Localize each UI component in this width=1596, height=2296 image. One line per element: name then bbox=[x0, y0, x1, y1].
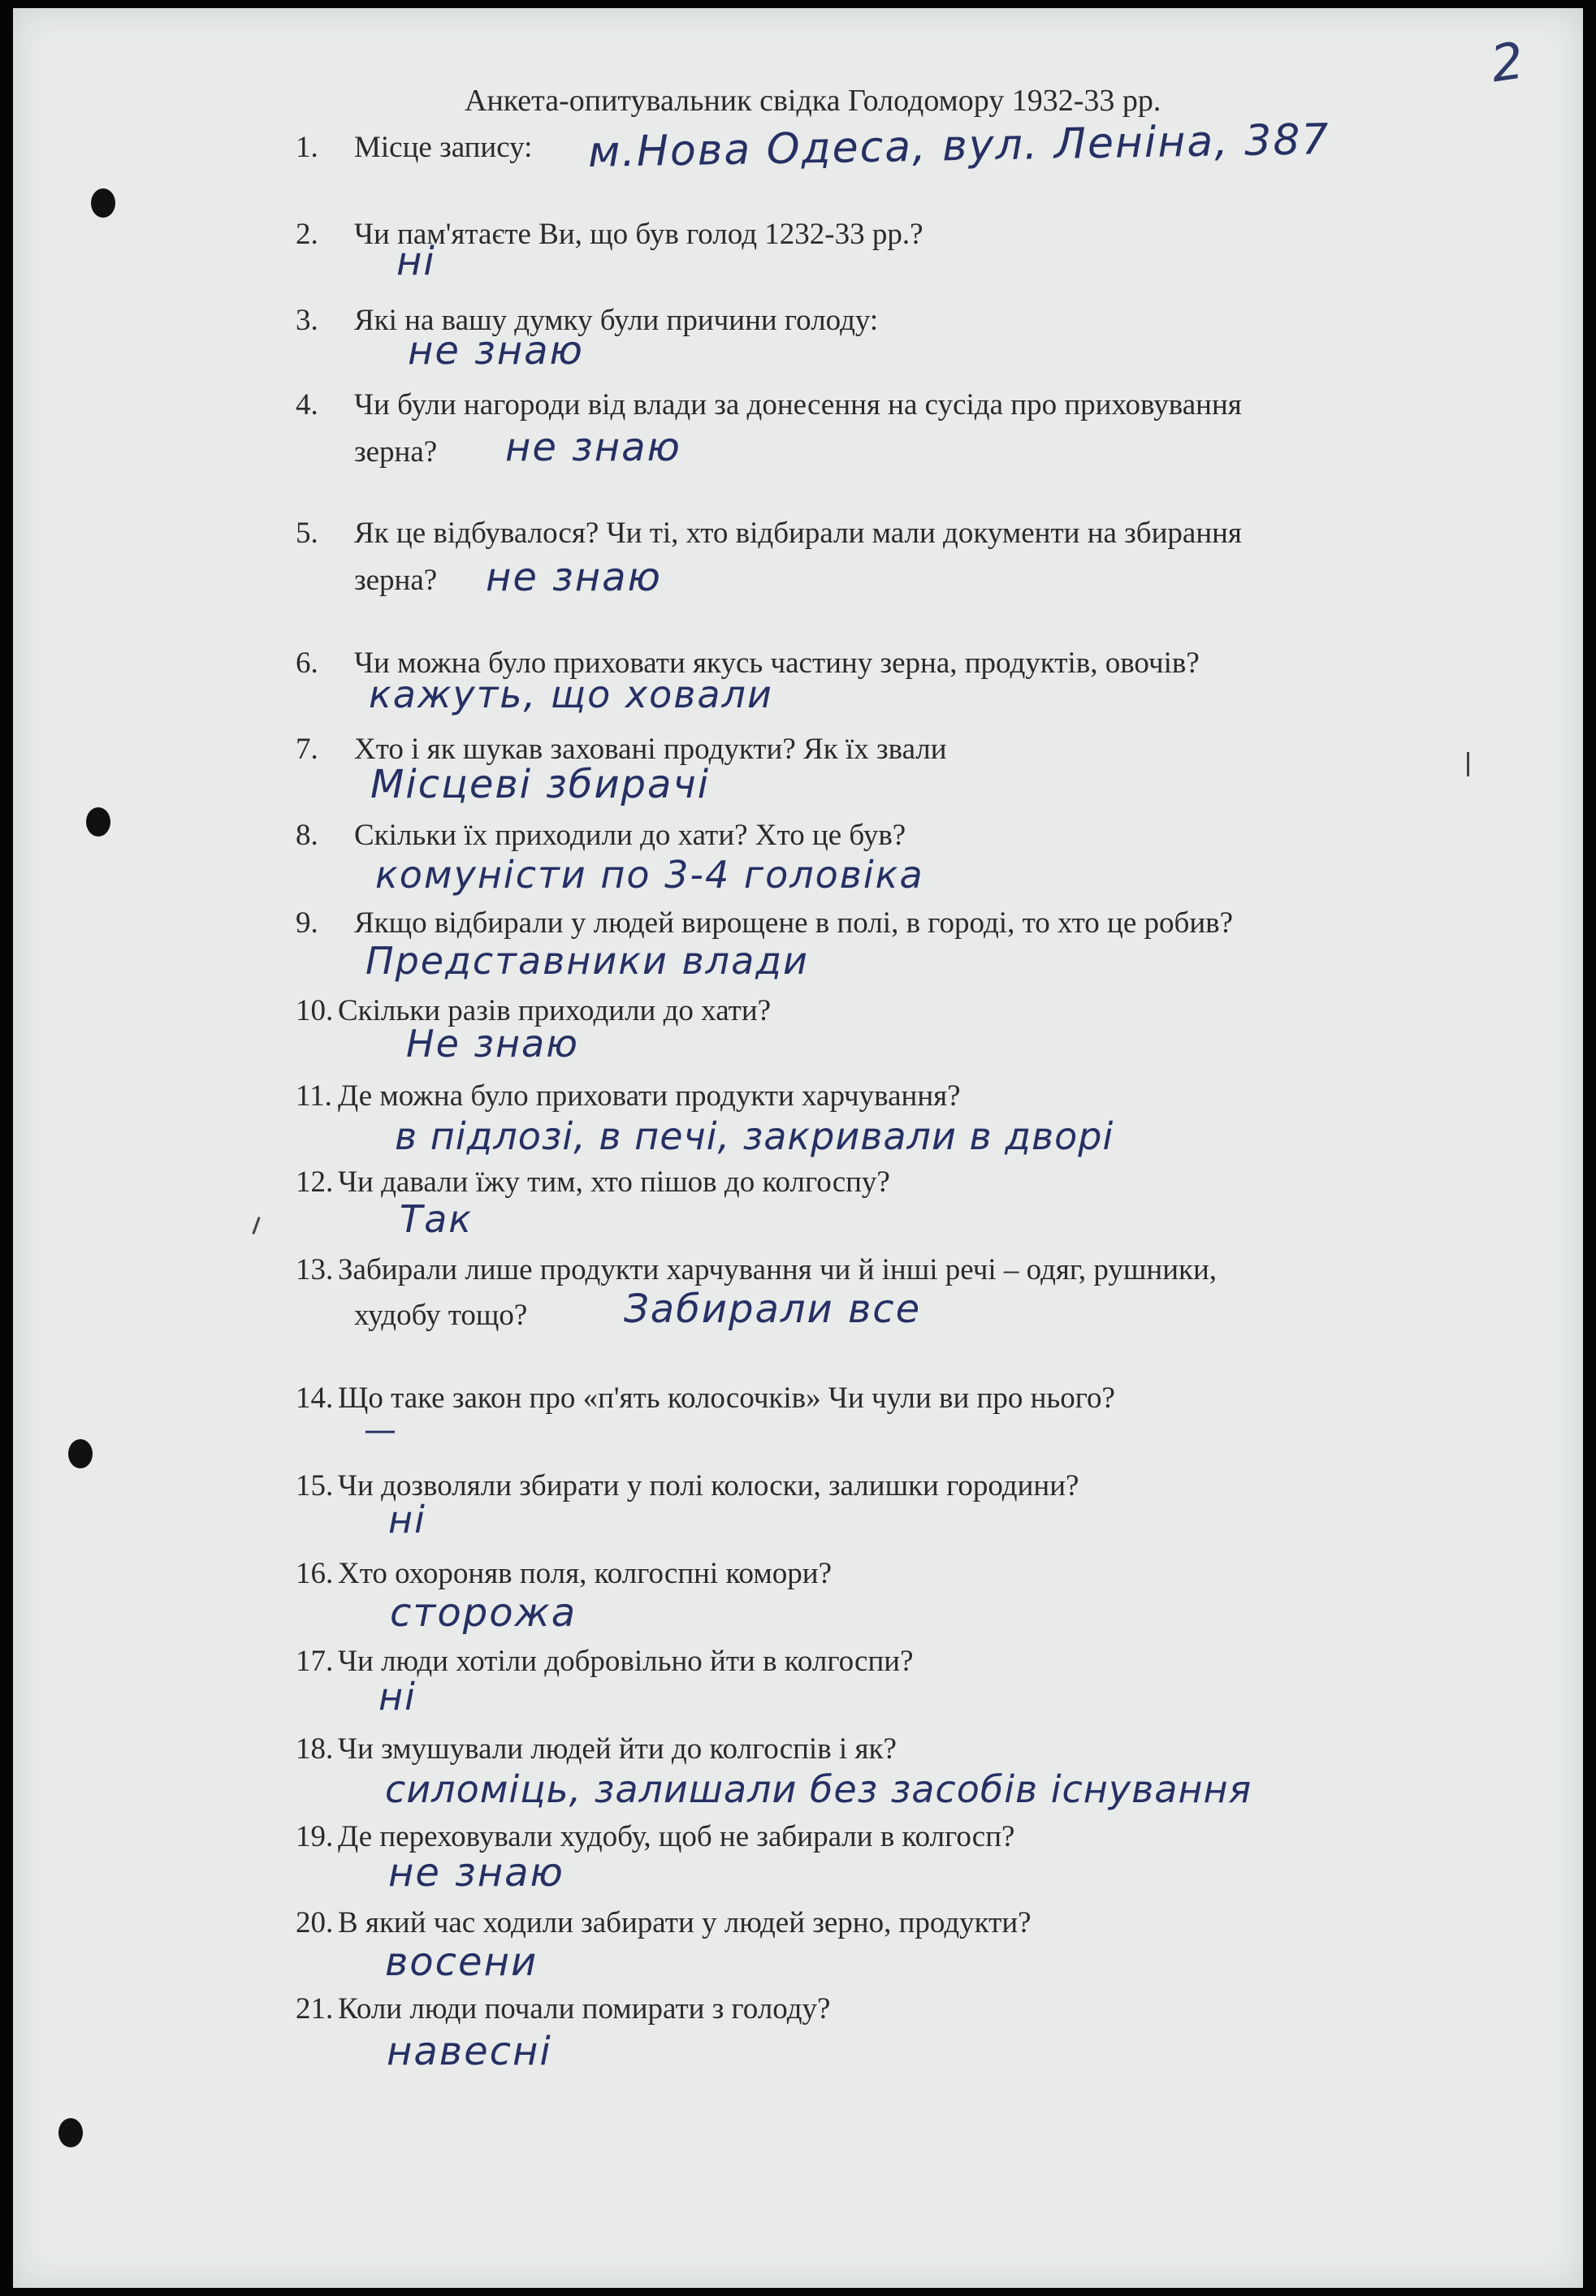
question-number: 5. bbox=[296, 517, 318, 550]
question-number: 18. bbox=[296, 1732, 334, 1766]
answer-17: ні bbox=[378, 1675, 417, 1719]
question-19 bbox=[296, 1819, 1014, 1854]
question-number: 13. bbox=[296, 1253, 334, 1286]
answer-20: восени bbox=[385, 1939, 538, 1985]
answer-5: не знаю bbox=[486, 555, 662, 600]
question-text: Чи пам'ятаєте Ви, що був голод 1232-33 рр.? bbox=[354, 218, 923, 251]
question-17 bbox=[296, 1644, 914, 1679]
answer-16: сторожа bbox=[390, 1590, 577, 1636]
question-text: Скільки їх приходили до хати? Хто це був? bbox=[354, 819, 906, 852]
question-11 bbox=[296, 1079, 961, 1113]
question-text: Хто і як шукав заховані продукти? Як їх звали bbox=[354, 733, 947, 766]
question-21 bbox=[296, 1991, 830, 2026]
answer-3: не знаю bbox=[408, 328, 584, 374]
question-2 bbox=[296, 217, 923, 252]
question-number: 2. bbox=[296, 218, 318, 251]
question-8 bbox=[296, 818, 906, 853]
question-number: 21. bbox=[296, 1992, 334, 2026]
question-number: 6. bbox=[296, 646, 318, 680]
question-3 bbox=[296, 303, 878, 338]
question-number: 14. bbox=[296, 1381, 334, 1415]
question-14 bbox=[296, 1381, 1115, 1416]
question-number: 11. bbox=[296, 1079, 332, 1113]
punch-hole-2 bbox=[86, 807, 110, 837]
punch-hole-3 bbox=[68, 1439, 93, 1468]
answer-1: м.Нова Одеса, вул. Леніна, 387 bbox=[587, 115, 1330, 177]
answer-12: Так bbox=[400, 1197, 474, 1241]
question-13-line-1 bbox=[296, 1252, 1217, 1287]
questionnaire-page bbox=[13, 8, 1583, 2288]
answer-11: в підлозі, в печі, закривали в дворі bbox=[395, 1114, 1114, 1158]
question-number: 12. bbox=[296, 1165, 334, 1199]
question-number: 8. bbox=[296, 819, 318, 852]
answer-4: не знаю bbox=[505, 425, 681, 470]
answer-13: Забирали все bbox=[624, 1286, 922, 1332]
question-number: 16. bbox=[296, 1557, 334, 1590]
punch-hole-1 bbox=[91, 188, 115, 218]
question-4-line-2: зерна? bbox=[354, 435, 438, 469]
question-text: Якщо відбирали у людей вирощене в полі, в городі, то хто це робив? bbox=[354, 906, 1234, 940]
question-text: В який час ходили забирати у людей зерно, продукти? bbox=[338, 1906, 1032, 1939]
question-5-line-1 bbox=[296, 516, 1242, 551]
question-text: Чи були нагороди від влади за донесення на сусіда про приховування bbox=[354, 388, 1242, 422]
pencil-mark bbox=[252, 1217, 260, 1234]
question-number: 15. bbox=[296, 1469, 334, 1503]
question-number: 17. bbox=[296, 1645, 334, 1678]
question-20 bbox=[296, 1905, 1032, 1940]
question-text: Хто охороняв поля, колгоспні комори? bbox=[338, 1557, 832, 1590]
question-number: 4. bbox=[296, 388, 318, 422]
question-number: 1. bbox=[296, 131, 318, 164]
question-text: Забирали лише продукти харчування чи й інші речі – одяг, рушники, bbox=[338, 1253, 1218, 1286]
answer-6: кажуть, що ховали bbox=[369, 672, 773, 716]
question-5-line-2: зерна? bbox=[354, 564, 438, 597]
question-12 bbox=[296, 1165, 890, 1200]
answer-10: Не знаю bbox=[406, 1022, 579, 1066]
question-number: 19. bbox=[296, 1820, 334, 1853]
question-text: Що таке закон про «п'ять колосочків» Чи чули ви про нього? bbox=[338, 1381, 1115, 1415]
answer-7: Місцеві збирачі bbox=[370, 762, 711, 807]
answer-2: ні bbox=[396, 239, 436, 284]
question-text: Місце запису: bbox=[354, 131, 533, 164]
question-text: Чи дозволяли збирати у полі колоски, залишки городини? bbox=[338, 1469, 1079, 1503]
pencil-mark bbox=[1467, 752, 1469, 776]
question-number: 10. bbox=[296, 994, 334, 1027]
question-13-line-2: худобу тощо? bbox=[354, 1299, 528, 1332]
question-1 bbox=[296, 130, 532, 165]
question-text: Які на вашу думку були причини голоду: bbox=[354, 304, 879, 337]
answer-15: ні bbox=[388, 1498, 426, 1541]
page-number: 2 bbox=[1487, 30, 1528, 94]
question-text: Чи давали їжу тим, хто пішов до колгоспу? bbox=[338, 1165, 890, 1199]
question-9 bbox=[296, 906, 1233, 940]
question-text: Як це відбувалося? Чи ті, хто відбирали мали документи на збирання bbox=[354, 517, 1242, 550]
answer-14: — bbox=[364, 1412, 398, 1449]
question-text: Чи можна було приховати якусь частину зерна, продуктів, овочів? bbox=[354, 646, 1200, 680]
question-text: Чи люди хотіли добровільно йти в колгоспи? bbox=[338, 1645, 914, 1678]
answer-21: навесні bbox=[387, 2029, 552, 2074]
question-number: 7. bbox=[296, 733, 318, 766]
question-4-line-1 bbox=[296, 387, 1242, 422]
question-text: Де переховували худобу, щоб не забирали в колгосп? bbox=[338, 1820, 1015, 1853]
question-18 bbox=[296, 1732, 897, 1766]
question-16 bbox=[296, 1556, 832, 1591]
question-text: Скільки разів приходили до хати? bbox=[338, 994, 772, 1027]
answer-9: Представники влади bbox=[365, 939, 809, 983]
document-title: Анкета-опитувальник свідка Голодомору 1932-33 рр. bbox=[465, 84, 1161, 118]
question-text: Коли люди почали помирати з голоду? bbox=[338, 1992, 831, 2026]
question-number: 20. bbox=[296, 1906, 334, 1939]
question-text: Де можна було приховати продукти харчування? bbox=[338, 1079, 961, 1113]
punch-hole-4 bbox=[58, 2118, 83, 2147]
answer-8: комуністи по 3-4 головіка bbox=[375, 853, 924, 897]
answer-18: силоміць, залишали без засобів існування bbox=[385, 1767, 1252, 1811]
question-number: 9. bbox=[296, 906, 318, 940]
answer-19: не знаю bbox=[388, 1850, 564, 1896]
question-number: 3. bbox=[296, 304, 318, 337]
question-text: Чи змушували людей йти до колгоспів і як? bbox=[338, 1732, 897, 1766]
